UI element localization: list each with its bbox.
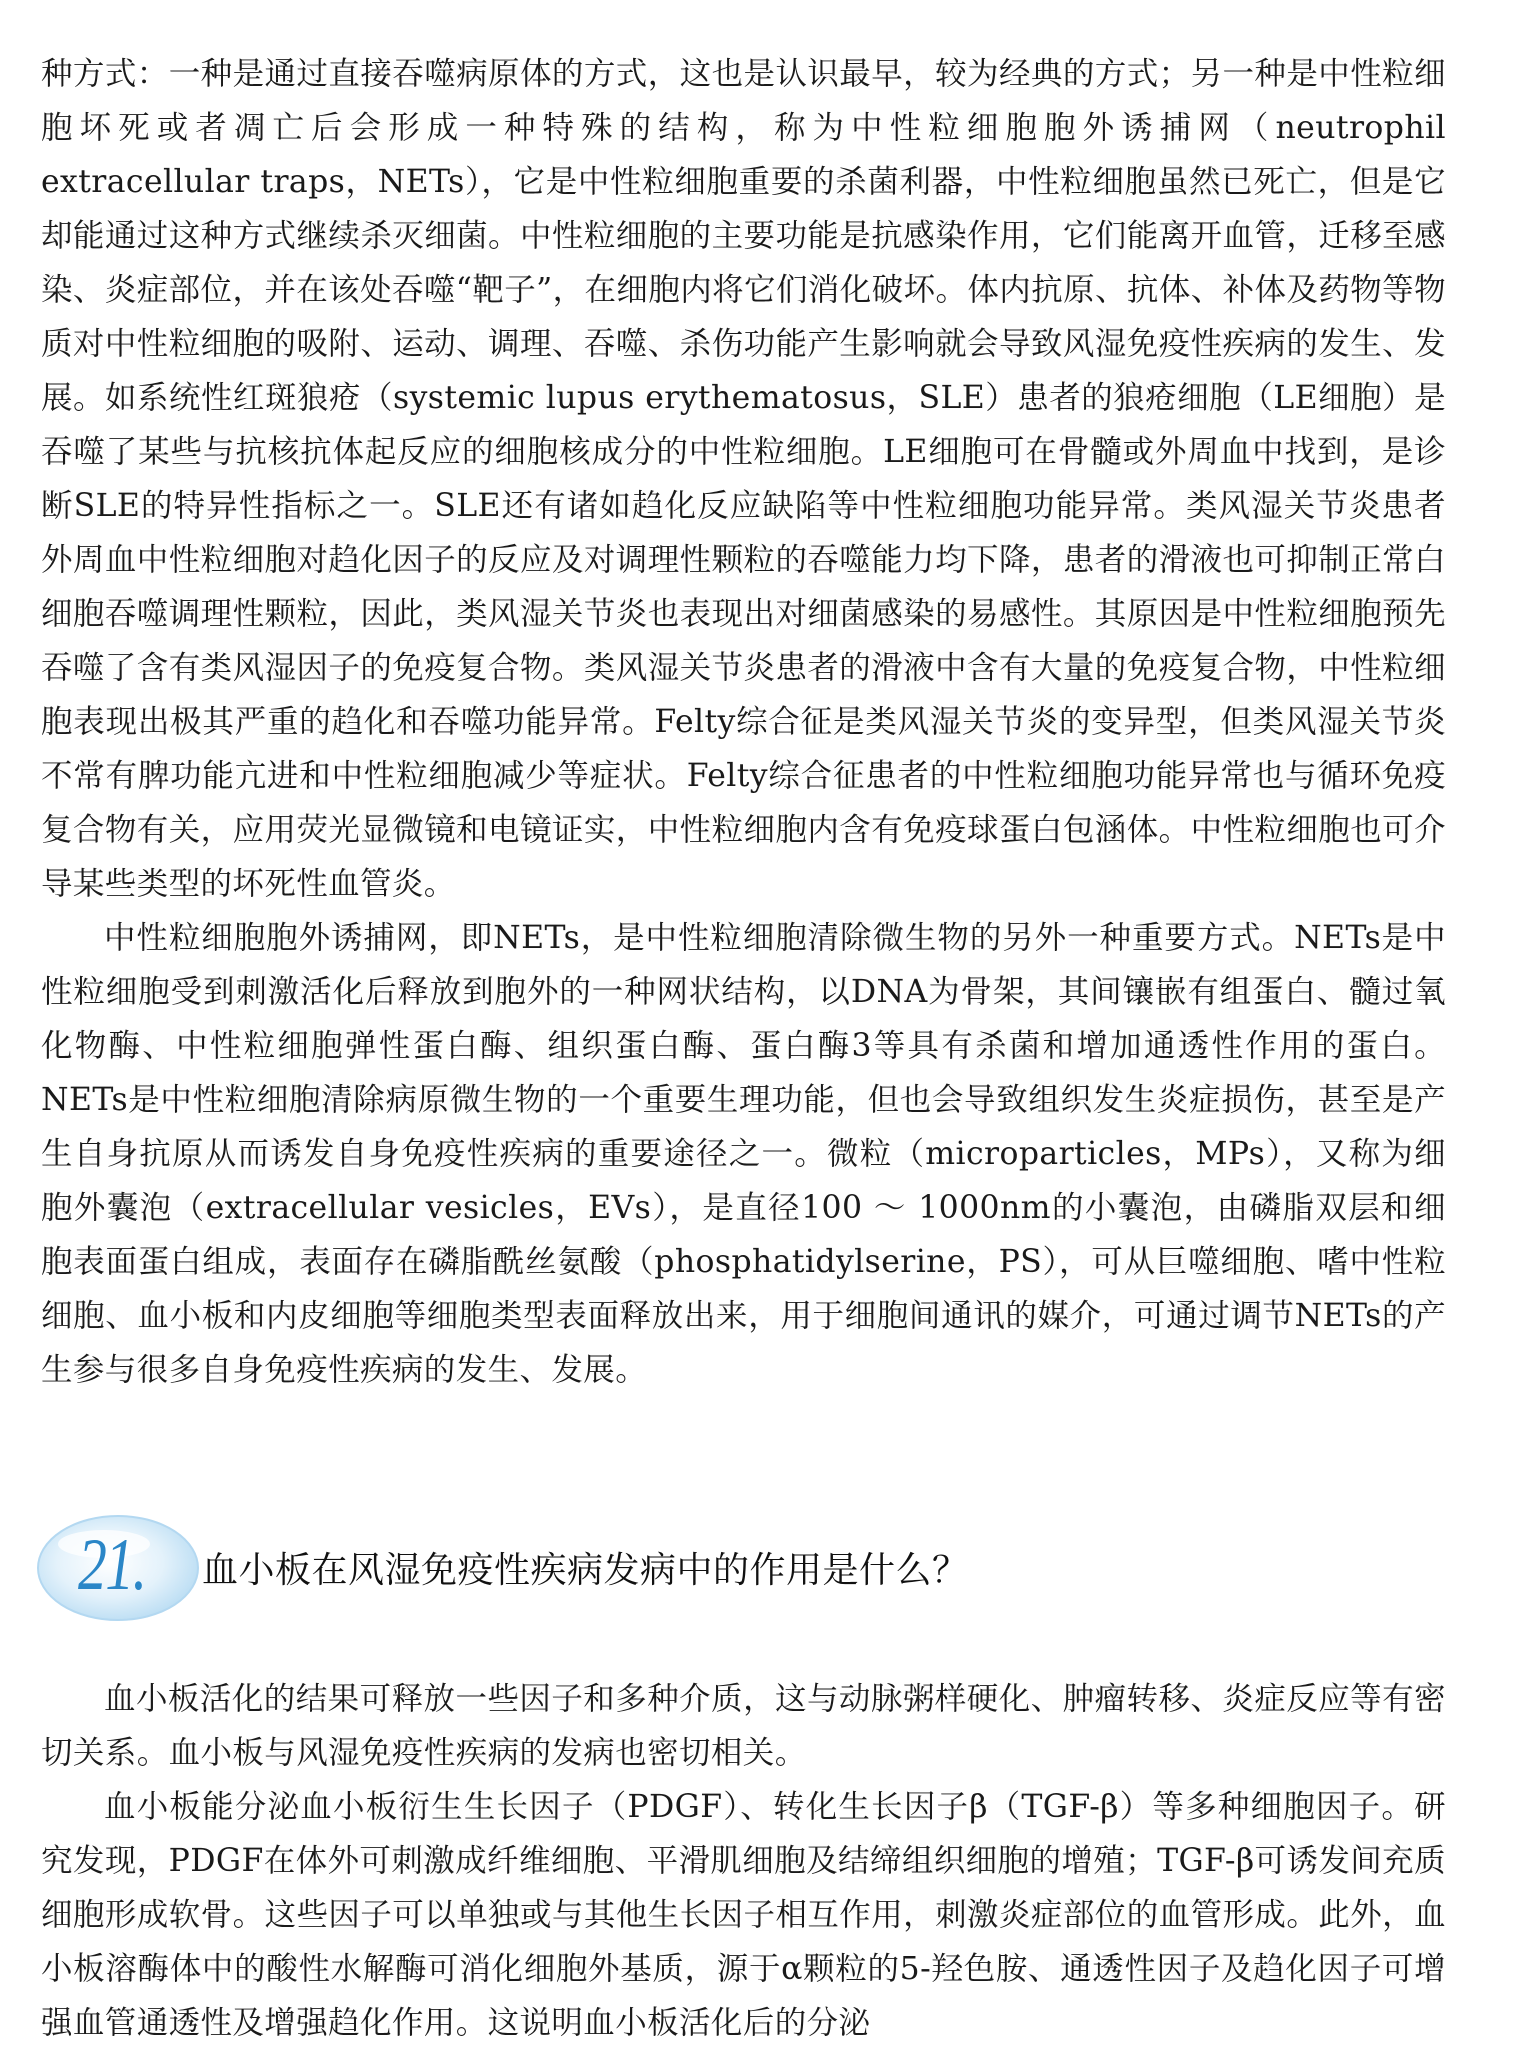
paragraph-platelet-factors: 血小板能分泌血小板衍生生长因子（PDGF）、转化生长因子β（TGF-β）等多种细胞因子。研究发现，PDGF在体外可刺激成纤维细胞、平滑肌细胞及结缔组织细胞的增殖；TGF-β可诱发间充质细胞形成软骨。这些因子可以单独或与其他生长因子相互作用，刺激炎症部位的血管形成。此外，血小板溶酶体中的酸性水解酶可消化细胞外基质，源于α颗粒的5-羟色胺、通透性因子及趋化因子可增强血管通透性及增强趋化作用。这说明血小板活化后的分泌 [41,1789,1446,2041]
paragraph-continuation: 种方式：一种是通过直接吞噬病原体的方式，这也是认识最早，较为经典的方式；另一种是中性粒细胞坏死或者凋亡后会形成一种特殊的结构，称为中性粒细胞胞外诱捕网（neutrophil extracellular traps，NETs），它是中性粒细胞重要的杀菌利器，中性粒细胞虽然已死亡，但是它却能通过这种方式继续杀灭细菌。中性粒细胞的主要功能是抗感染作用，它们能离开血管，迁移至感染、炎症部位，并在该处吞噬“靶子”，在细胞内将它们消化破坏。体内抗原、抗体、补体及药物等物质对中性粒细胞的吸附、运动、调理、吞噬、杀伤功能产生影响就会导致风湿免疫性疾病的发生、发展。如系统性红斑狼疮（systemic lupus erythematosus，SLE）患者的狼疮细胞（LE细胞）是吞噬了某些与抗核抗体起反应的细胞核成分的中性粒细胞。LE细胞可在骨髓或外周血中找到，是诊断SLE的特异性指标之一。SLE还有诸如趋化反应缺陷等中性粒细胞功能异常。类风湿关节炎患者外周血中性粒细胞对趋化因子的反应及对调理性颗粒的吞噬能力均下降，患者的滑液也可抑制正常白细胞吞噬调理性颗粒，因此，类风湿关节炎也表现出对细菌感染的易感性。其原因是中性粒细胞预先吞噬了含有类风湿因子的免疫复合物。类风湿关节炎患者的滑液中含有大量的免疫复合物，中性粒细胞表现出极其严重的趋化和吞噬功能异常。Felty综合征是类风湿关节炎的变异型，但类风湿关节炎不常有脾功能亢进和中性粒细胞减少等症状。Felty综合征患者的中性粒细胞功能异常也与循环免疫复合物有关，应用荧光显微镜和电镜证实，中性粒细胞内含有免疫球蛋白包涵体。中性粒细胞也可介导某些类型的坏死性血管炎。 [41,56,1446,902]
paragraph-nets: 中性粒细胞胞外诱捕网，即NETs，是中性粒细胞清除微生物的另外一种重要方式。NETs是中性粒细胞受到刺激活化后释放到胞外的一种网状结构，以DNA为骨架，其间镶嵌有组蛋白、髓过氧化物酶、中性粒细胞弹性蛋白酶、组织蛋白酶、蛋白酶3等具有杀菌和增加通透性作用的蛋白。NETs是中性粒细胞清除病原微生物的一个重要生理功能，但也会导致组织发生炎症损伤，甚至是产生自身抗原从而诱发自身免疫性疾病的重要途径之一。微粒（microparticles，MPs），又称为细胞外囊泡（extracellular vesicles，EVs），是直径100 ～ 1000nm的小囊泡，由磷脂双层和细胞表面蛋白组成，表面存在磷脂酰丝氨酸（phosphatidylserine，PS），可从巨噬细胞、嗜中性粒细胞、血小板和内皮细胞等细胞类型表面释放出来，用于细胞间通讯的媒介，可通过调节NETs的产生参与很多自身免疫性疾病的发生、发展。 [41,920,1446,1388]
section-heading [34,1508,1444,1628]
paragraph-platelet-activation: 血小板活化的结果可释放一些因子和多种介质，这与动脉粥样硬化、肿瘤转移、炎症反应等有密切关系。血小板与风湿免疫性疾病的发病也密切相关。 [41,1681,1446,1771]
section-title: 血小板在风湿免疫性疾病发病中的作用是什么？ [202,1550,969,1591]
body-text-top [41,47,1446,1397]
body-text-bottom [41,1672,1446,2050]
section-number: 21. [78,1524,146,1606]
